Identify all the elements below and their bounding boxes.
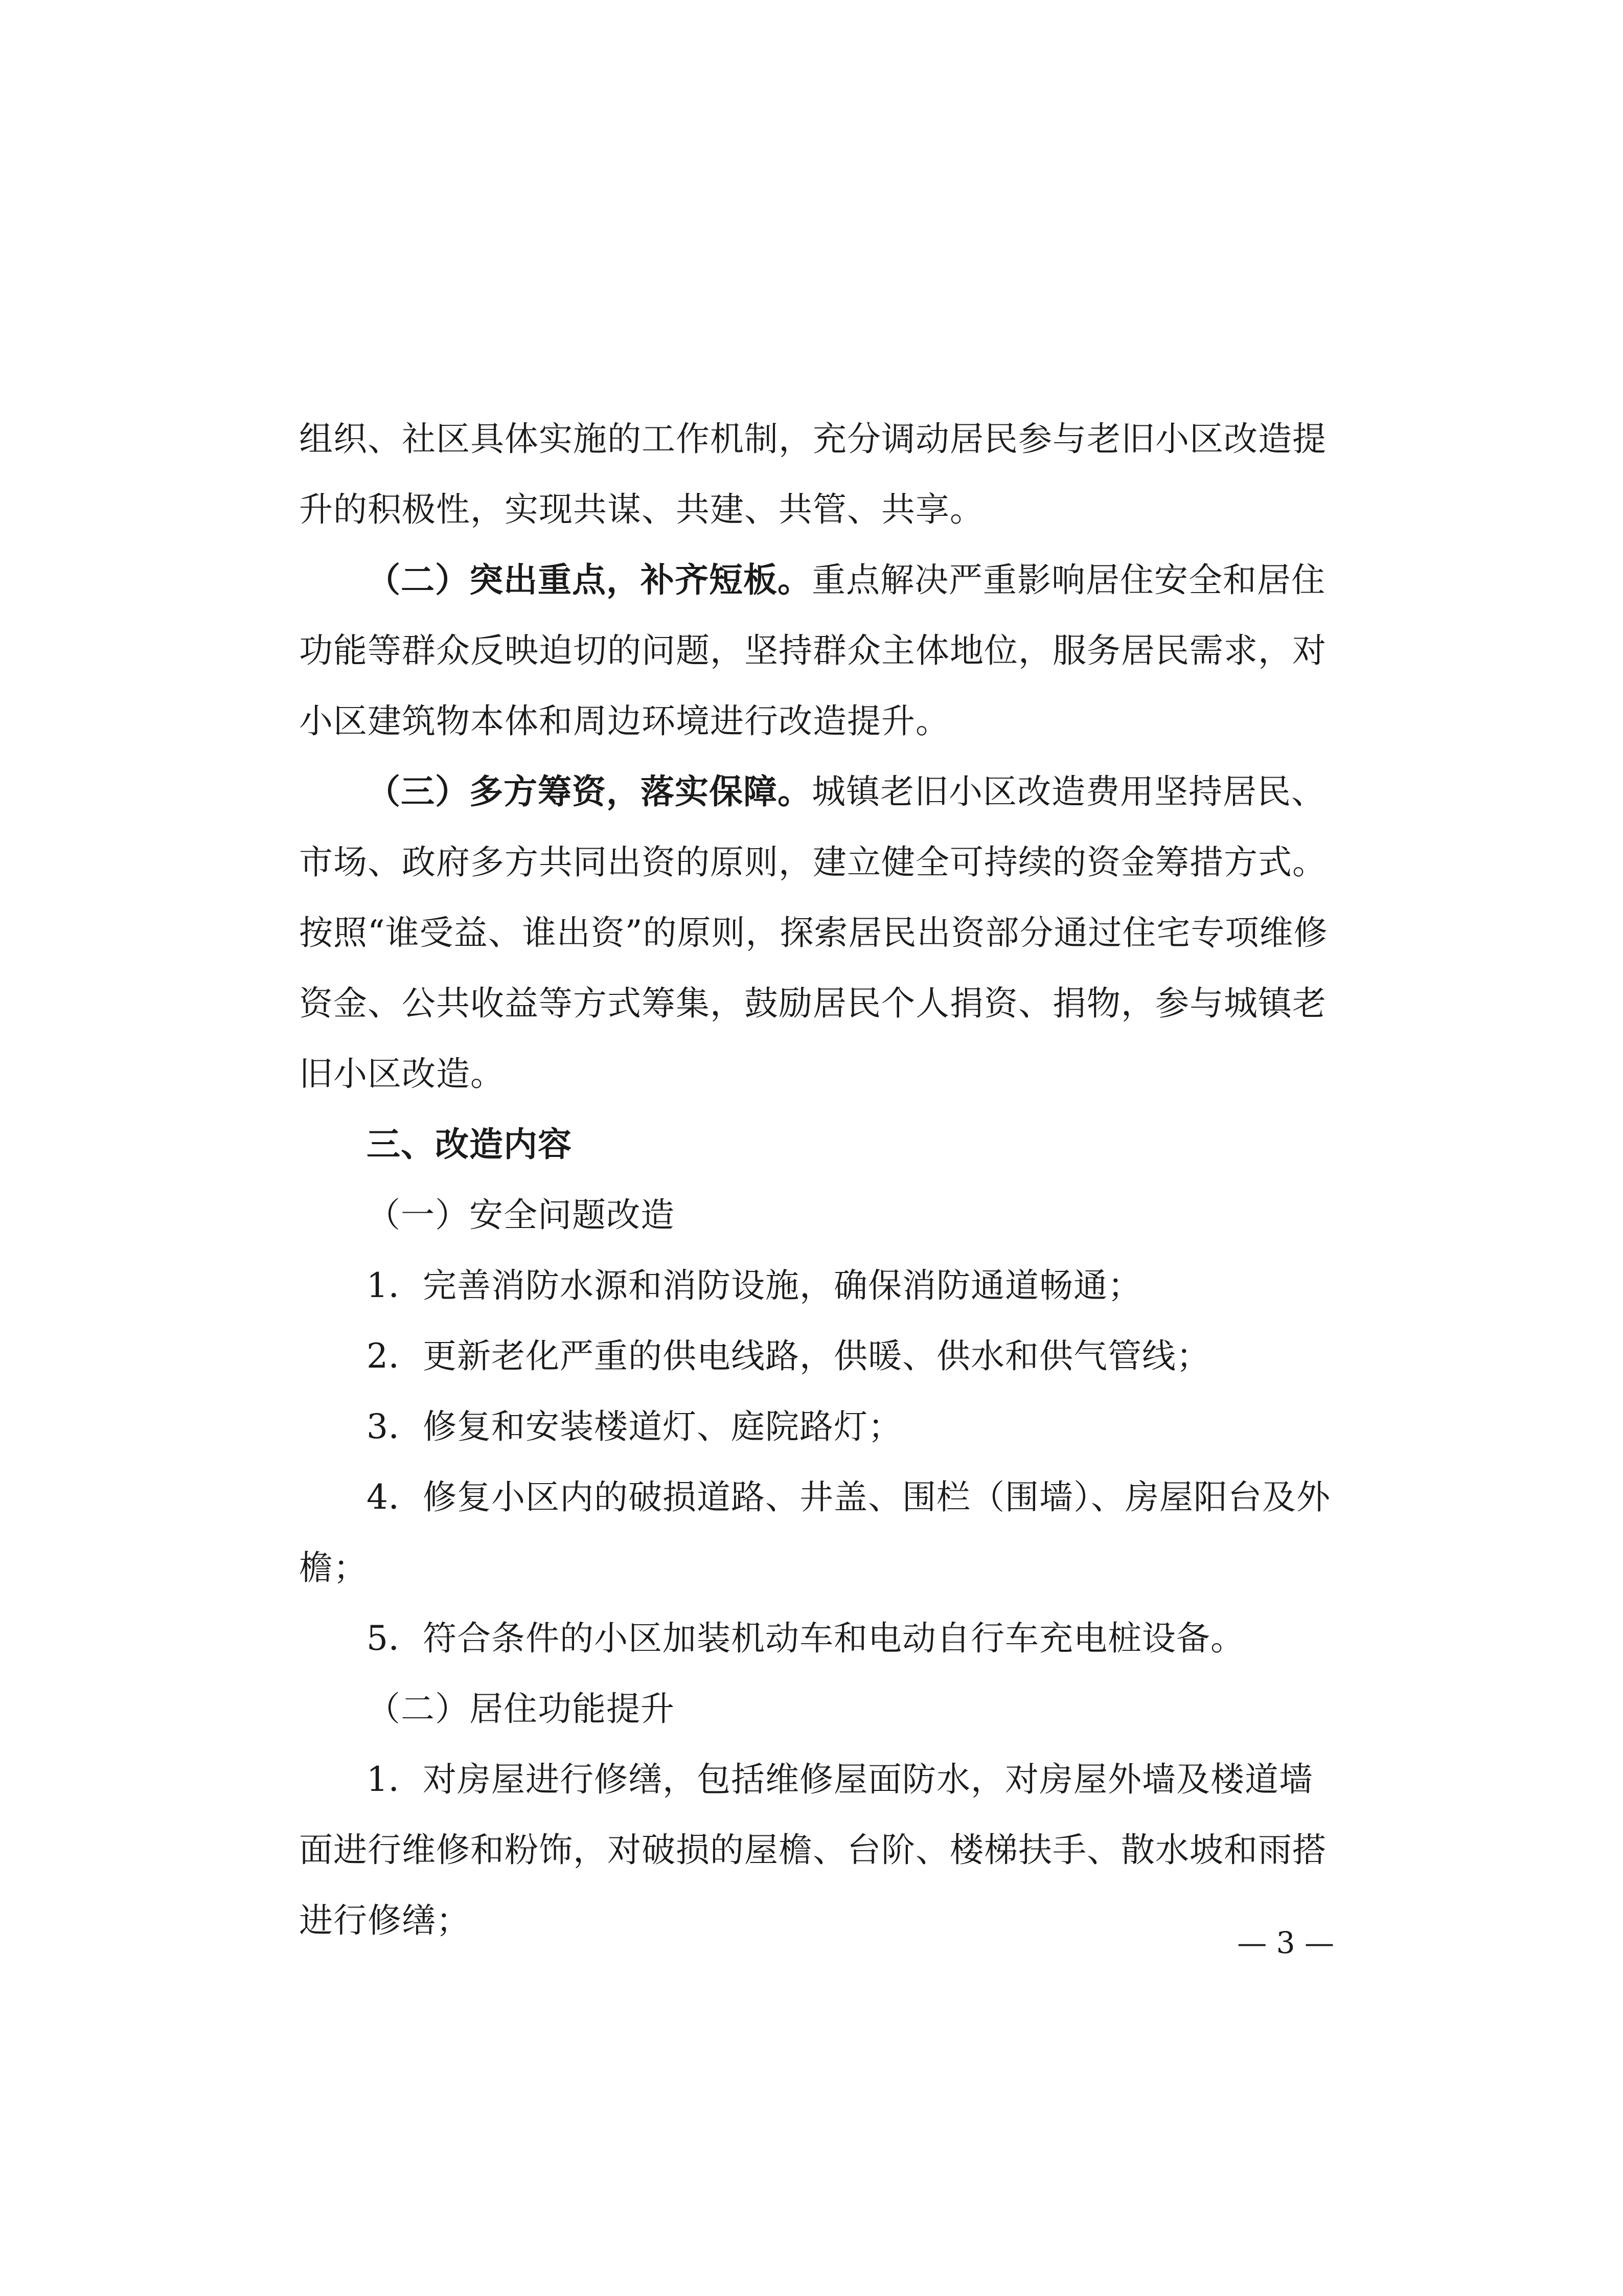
document-body (299, 404, 1334, 1956)
subsection-heading-living-function: （二）居住功能提升 (367, 1689, 675, 1729)
paragraph-body: 重点解决严重影响居住安全和居住功能等群众反映迫切的问题，坚持群众主体地位，服务居民需求，对小区建筑物本体和周边环境进行改造提升。 (299, 560, 1327, 741)
paragraph-focus-key-points (299, 545, 1334, 757)
paragraph-lead: （二）突出重点，补齐短板。 (367, 560, 812, 600)
paragraph-lead: （三）多方筹资，落实保障。 (367, 772, 812, 811)
page-number: — 3 — (1237, 1925, 1334, 1960)
paragraph-continuation: 组织、社区具体实施的工作机制，充分调动居民参与老旧小区改造提升的积极性，实现共谋、共建、共管、共享。 (299, 419, 1327, 529)
paragraph-body: 城镇老旧小区改造费用坚持居民、市场、政府多方共同出资的原则，建立健全可持续的资金筹措方式。按照“谁受益、谁出资”的原则，探索居民出资部分通过住宅专项维修资金、公共收益等方式筹集，鼓励居民个人捐资、捐物，参与城镇老旧小区改造。 (299, 772, 1328, 1094)
list-item: 1．对房屋进行修缮，包括维修屋面防水，对房屋外墙及楼道墙面进行维修和粉饰，对破损的屋檐、台阶、楼梯扶手、散水坡和雨搭进行修缮； (299, 1760, 1327, 1940)
list-item: 1．完善消防水源和消防设施，确保消防通道畅通； (367, 1266, 1142, 1305)
list-item: 3．修复和安装楼道灯、庭院路灯； (367, 1407, 902, 1446)
list-item: 5．符合条件的小区加装机动车和电动自行车充电桩设备。 (367, 1619, 1245, 1658)
section-heading: 三、改造内容 (367, 1125, 572, 1164)
subsection-heading-safety: （一）安全问题改造 (367, 1195, 675, 1235)
paragraph-multi-funding (299, 757, 1334, 1109)
list-item: 2．更新老化严重的供电线路，供暖、供水和供气管线； (367, 1336, 1210, 1376)
list-item: 4．修复小区内的破损道路、井盖、围栏（围墙）、房屋阳台及外檐； (299, 1477, 1331, 1587)
